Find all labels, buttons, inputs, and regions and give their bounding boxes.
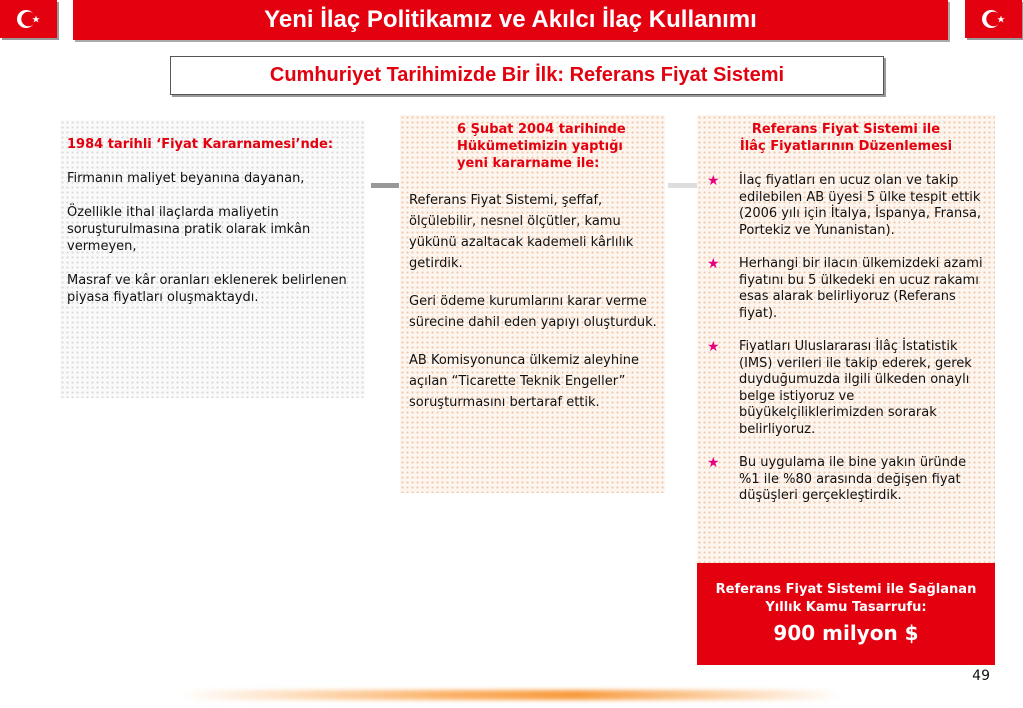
connector: [371, 183, 399, 188]
list-item: ★ Fiyatları Uluslararası İlâç İstatistik (IMS) verileri ile takip ederek, gerek duyduğumuzda ilgili ülkeden onaylı belge istiyoruz ve büyükelçiliklerimizden sorarak belirliyoruz.: [697, 339, 995, 438]
middle-heading: 6 Şubat 2004 tarihinde: [457, 122, 626, 137]
right-heading: İlâç Fiyatlarının Düzenlemesi: [739, 139, 953, 154]
decorative-gradient-line: [180, 690, 840, 700]
middle-paragraph: AB Komisyonunca ülkemiz aleyhine açılan “Ticarette Teknik Engeller” soruşturmasını bertaraf ettik.: [409, 353, 639, 410]
savings-box: [697, 563, 995, 665]
left-paragraph: Firmanın maliyet beyanına dayanan,: [67, 171, 305, 186]
list-item: ★ Bu uygulama ile bine yakın üründe %1 ile %80 arasında değişen fiyat düşüşleri gerçekleştirdik.: [697, 455, 995, 505]
connector: [668, 183, 697, 188]
slide-subtitle: Cumhuriyet Tarihimizde Bir İlk: Referans Fiyat Sistemi: [170, 56, 884, 95]
new-decree-panel: [400, 115, 665, 493]
star-icon: ★: [707, 256, 720, 272]
savings-value: 900 milyon $: [773, 621, 919, 645]
middle-paragraph: Geri ödeme kurumlarını karar verme sürecine dahil eden yapıyı oluşturduk.: [409, 294, 657, 330]
left-paragraph: Özellikle ithal ilaçlarda maliyetin soruşturulmasına pratik olarak imkân vermeyen,: [67, 205, 311, 254]
list-item: ★ İlaç fiyatları en ucuz olan ve takip edilebilen AB üyesi 5 ülke tespit ettik (2006 yılı için İtalya, İspanya, Fransa, Portekiz ve Yunanistan).: [697, 173, 995, 239]
middle-paragraph: Referans Fiyat Sistemi, şeffaf, ölçülebilir, nesnel ölçütler, kamu yükünü azaltacak kademeli kârlılık getirdik.: [409, 193, 634, 271]
reference-price-panel: [697, 115, 995, 566]
star-icon: ★: [707, 455, 720, 471]
turkish-flag-icon: [0, 0, 57, 38]
left-paragraph: Masraf ve kâr oranları eklenerek belirlenen piyasa fiyatları oluşmaktaydı.: [67, 273, 347, 305]
star-icon: ★: [707, 173, 720, 189]
turkish-flag-icon: [965, 0, 1022, 38]
star-icon: ★: [707, 339, 720, 355]
list-item: ★ Herhangi bir ilacın ülkemizdeki azami fiyatını bu 5 ülkedeki en ucuz rakamı esas alarak belirliyoruz (Referans fiyat).: [697, 256, 995, 322]
savings-label: Referans Fiyat Sistemi ile Sağlanan Yıllık Kamu Tasarrufu:: [715, 582, 977, 615]
old-decree-panel: [60, 120, 365, 398]
middle-heading: Hükümetimizin yaptığı: [457, 139, 623, 154]
middle-heading: yeni kararname ile:: [457, 156, 600, 171]
left-heading: 1984 tarihli ‘Fiyat Kararnamesi’nde:: [67, 137, 334, 152]
page-number: 49: [972, 668, 990, 684]
right-heading: Referans Fiyat Sistemi ile: [751, 122, 941, 137]
slide-title: Yeni İlaç Politikamız ve Akılcı İlaç Kullanımı: [73, 0, 948, 40]
